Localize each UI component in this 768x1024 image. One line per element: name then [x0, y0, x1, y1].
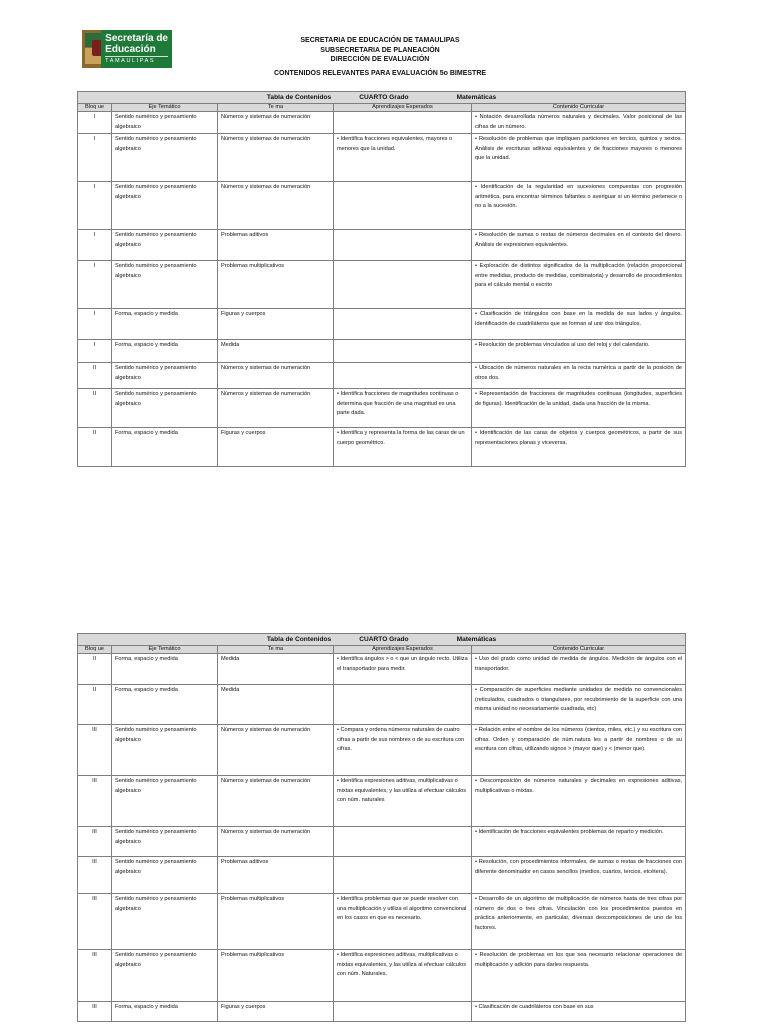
cell-tema: Números y sistemas de numeración	[218, 725, 334, 776]
cell-eje: Sentido numérico y pensamiento algebraico	[112, 112, 218, 134]
cell-eje: Forma, espacio y medida	[112, 428, 218, 467]
header-tema: Te ma	[218, 646, 334, 654]
table-row	[78, 261, 686, 309]
table-row	[78, 654, 686, 685]
header-line-2: SUBSECRETARIA DE PLANEACIÓN	[320, 46, 440, 54]
cell-tema: Números y sistemas de numeración	[218, 134, 334, 182]
table-title: Tabla de Contenidos CUARTO Grado Matemáticas	[78, 634, 686, 646]
cell-aprendizajes: • Identifica expresiones aditivas, multiplicativas o mixtas equivalentes, y las utiliza al efectuar cálculos con núm. naturales	[334, 776, 472, 827]
table-row	[78, 725, 686, 776]
table-row	[78, 230, 686, 261]
cell-aprendizajes	[334, 363, 472, 389]
header-aprendizajes: Aprendizajes Esperados	[334, 646, 472, 654]
cell-aprendizajes	[334, 230, 472, 261]
cell-tema: Medida	[218, 340, 334, 363]
cell-contenido: • Identificación de fracciones equivalentes problemas de reparto y medición.	[472, 827, 686, 857]
cell-aprendizajes: • Identifica fracciones equivalentes, mayores o menores que la unidad.	[334, 134, 472, 182]
cell-contenido: • Exploración de distintos significados de la multiplicación (relación proporcional entre medidas, producto de medidas, combinatoria) y desarrollo de procedimientos para el cálculo mental o escrito	[472, 261, 686, 309]
cell-bloque: I	[78, 182, 112, 230]
cell-eje: Sentido numérico y pensamiento algebraico	[112, 134, 218, 182]
cell-eje: Forma, espacio y medida	[112, 654, 218, 685]
cell-bloque: I	[78, 340, 112, 363]
table-title-row	[78, 634, 686, 646]
header-bloque: Bloq ue	[78, 646, 112, 654]
table-row	[78, 340, 686, 363]
cell-contenido: • Resolución, con procedimientos informales, de sumas o restas de fracciones con diferente denominador en casos sencillos (medios, cuartos, tercios, etcétera).	[472, 857, 686, 894]
table-row	[78, 309, 686, 340]
cell-eje: Sentido numérico y pensamiento algebraico	[112, 363, 218, 389]
cell-aprendizajes	[334, 340, 472, 363]
table-row	[78, 685, 686, 725]
cell-eje: Sentido numérico y pensamiento algebraico	[112, 894, 218, 950]
cell-contenido: • Identificación de las caras de objetos y cuerpos geométricos, a partir de sus representaciones planas y viceversa.	[472, 428, 686, 467]
table-row	[78, 112, 686, 134]
cell-contenido: • Comparación de superficies mediante unidades de medida no convencionales (reticulados, cuadrados o triangulares, por recubrimiento de la superficie con una misma unidad no necesariamente cuadrada, etc)	[472, 685, 686, 725]
cell-bloque: III	[78, 950, 112, 1002]
cell-bloque: II	[78, 654, 112, 685]
state-emblem-icon	[82, 30, 101, 68]
cell-aprendizajes	[334, 309, 472, 340]
cell-aprendizajes	[334, 1002, 472, 1022]
cell-bloque: I	[78, 230, 112, 261]
cell-contenido: • Resolución de sumas o restas de números decimales en el contexto del dinero. Análisis de expresiones equivalentes.	[472, 230, 686, 261]
cell-tema: Problemas multiplicativos	[218, 894, 334, 950]
table-title: Tabla de Contenidos CUARTO Grado Matemáticas	[78, 92, 686, 104]
cell-contenido: • Resolución de problemas vinculados al uso del reloj y del calendario.	[472, 340, 686, 363]
table-row	[78, 857, 686, 894]
cell-contenido: • Notación desarrollada números naturales y decimales. Valor posicional de las cifras de un número.	[472, 112, 686, 134]
cell-contenido: • Clasificación de cuadriláteros con base en sus	[472, 1002, 686, 1022]
cell-eje: Sentido numérico y pensamiento algebraico	[112, 389, 218, 428]
document-header	[230, 36, 530, 78]
cell-eje: Sentido numérico y pensamiento algebraico	[112, 261, 218, 309]
cell-eje: Sentido numérico y pensamiento algebraico	[112, 182, 218, 230]
secretaria-logo	[82, 30, 172, 68]
cell-bloque: II	[78, 363, 112, 389]
cell-tema: Problemas multiplicativos	[218, 950, 334, 1002]
cell-bloque: II	[78, 389, 112, 428]
cell-tema: Figuras y cuerpos	[218, 309, 334, 340]
cell-contenido: • Clasificación de triángulos con base en la medida de sus lados y ángulos. Identificación de cuadriláteros que se forman al unir dos triángulos.	[472, 309, 686, 340]
table-row	[78, 894, 686, 950]
cell-tema: Problemas multiplicativos	[218, 261, 334, 309]
header-line-4: CONTENIDOS RELEVANTES PARA EVALUACIÓN 5o BIMESTRE	[273, 69, 487, 77]
cell-tema: Problemas aditivos	[218, 230, 334, 261]
cell-contenido: • Desarrollo de un algoritmo de multiplicación de números hasta de tres cifras por número de dos o tres cifras. Vinculación con los procedimientos puestos en práctica anteriormente, en particular, diversas descomposiciones de uno de los factores.	[472, 894, 686, 950]
cell-tema: Números y sistemas de numeración	[218, 182, 334, 230]
table-header-row	[78, 104, 686, 112]
cell-eje: Sentido numérico y pensamiento algebraico	[112, 950, 218, 1002]
table-header-row	[78, 646, 686, 654]
cell-bloque: I	[78, 112, 112, 134]
table-title-row	[78, 92, 686, 104]
cell-tema: Medida	[218, 685, 334, 725]
cell-tema: Números y sistemas de numeración	[218, 112, 334, 134]
cell-eje: Forma, espacio y medida	[112, 309, 218, 340]
table-row	[78, 950, 686, 1002]
header-tema: Te ma	[218, 104, 334, 112]
cell-tema: Figuras y cuerpos	[218, 1002, 334, 1022]
cell-contenido: • Relación entre el nombre de los números (cientos, miles, etc.) y su escritura con cifras. Orden y comparación de núm.natura les a partir de nombres o de su escritura con cifras, utilizando signos > (mayor que) y < (menor que).	[472, 725, 686, 776]
cell-bloque: I	[78, 261, 112, 309]
header-line-3: DIRECCIÓN DE EVALUACIÓN	[330, 56, 430, 63]
logo-wordmark	[101, 30, 172, 68]
cell-bloque: III	[78, 827, 112, 857]
cell-tema: Números y sistemas de numeración	[218, 776, 334, 827]
cell-eje: Forma, espacio y medida	[112, 1002, 218, 1022]
table-row	[78, 182, 686, 230]
cell-aprendizajes	[334, 261, 472, 309]
cell-aprendizajes: • Identifica y representa la forma de las caras de un cuerpo geométrico.	[334, 428, 472, 467]
cell-contenido: • Uso del grado como unidad de medida de ángulos. Medición de ángulos con el transportador.	[472, 654, 686, 685]
cell-contenido: • Resolución de problemas que impliquen particiones en tercios, quintos y sextos. Análisis de escrituras aditivas equivalentes y de fracciones mayores o menores que la unidad.	[472, 134, 686, 182]
logo-line-3: TAMAULIPAS	[105, 56, 168, 65]
table-row	[78, 389, 686, 428]
cell-tema: Números y sistemas de numeración	[218, 389, 334, 428]
cell-eje: Sentido numérico y pensamiento algebraico	[112, 827, 218, 857]
cell-bloque: III	[78, 776, 112, 827]
cell-eje: Sentido numérico y pensamiento algebraico	[112, 725, 218, 776]
cell-eje: Sentido numérico y pensamiento algebraico	[112, 776, 218, 827]
header-contenido: Contenido Curricular	[472, 646, 686, 654]
header-eje: Eje Temático	[112, 646, 218, 654]
cell-aprendizajes	[334, 827, 472, 857]
header-contenido: Contenido Curricular	[472, 104, 686, 112]
cell-bloque: I	[78, 309, 112, 340]
cell-aprendizajes: • Identifica problemas que se puede resolver con una multiplicación y utiliza el algoritmo convencional en los casos en que es necesario.	[334, 894, 472, 950]
header-aprendizajes: Aprendizajes Esperados	[334, 104, 472, 112]
cell-aprendizajes: • Identifica fracciones de magnitudes continuas o determina que fracción de una magnitud es una parte dada.	[334, 389, 472, 428]
cell-bloque: II	[78, 685, 112, 725]
logo-line-2: Educación	[105, 44, 156, 55]
cell-bloque: III	[78, 1002, 112, 1022]
cell-contenido: • Identificación de la regularidad en sucesiones compuestas con progresión aritmética, para encontrar términos faltantes o averiguar si un término pertenece o no a la sucesión.	[472, 182, 686, 230]
cell-contenido: • Ubicación de números naturales en la recta numérica a partir de la posición de otros dos.	[472, 363, 686, 389]
table-row	[78, 428, 686, 467]
cell-contenido: • Resolución de problemas en los que sea necesario relacionar operaciones de multiplicación y adición para darles respuesta.	[472, 950, 686, 1002]
cell-contenido: • Descomposición de números naturales y decimales en expresiones aditivas, multiplicativas o mixtas.	[472, 776, 686, 827]
header-eje: Eje Temático	[112, 104, 218, 112]
cell-bloque: III	[78, 857, 112, 894]
table-row	[78, 1002, 686, 1022]
table-row	[78, 776, 686, 827]
cell-aprendizajes	[334, 685, 472, 725]
cell-tema: Números y sistemas de numeración	[218, 827, 334, 857]
cell-bloque: I	[78, 134, 112, 182]
contents-table-1	[77, 91, 686, 467]
cell-eje: Forma, espacio y medida	[112, 685, 218, 725]
cell-aprendizajes: • Identifica expresiones aditivas, multiplicativas o mixtas equivalentes, y las utiliza al efectuar cálculos con núm. Naturales.	[334, 950, 472, 1002]
cell-bloque: II	[78, 428, 112, 467]
cell-aprendizajes	[334, 112, 472, 134]
cell-tema: Problemas aditivos	[218, 857, 334, 894]
cell-bloque: III	[78, 725, 112, 776]
cell-eje: Forma, espacio y medida	[112, 340, 218, 363]
cell-contenido: • Representación de fracciones de magnitudes continuas (longitudes, superficies de figuras). Identificación de la unidad, dada una fracción de la misma.	[472, 389, 686, 428]
header-line-1: SECRETARIA DE EDUCACIÓN DE TAMAULIPAS	[300, 37, 460, 44]
cell-aprendizajes: • Identifica ángulos > o < que un ángulo recto. Utiliza el transportador para medir.	[334, 654, 472, 685]
cell-aprendizajes	[334, 857, 472, 894]
table-row	[78, 134, 686, 182]
logo-line-1: Secretaría de	[105, 33, 168, 44]
cell-aprendizajes	[334, 182, 472, 230]
cell-bloque: III	[78, 894, 112, 950]
contents-table-2	[77, 633, 686, 1022]
header-bloque: Bloq ue	[78, 104, 112, 112]
cell-eje: Sentido numérico y pensamiento algebraico	[112, 230, 218, 261]
cell-aprendizajes: • Compara y ordena números naturales de cuatro cifras a partir de sus nombres o de su escritura con cifras.	[334, 725, 472, 776]
table-row	[78, 363, 686, 389]
cell-tema: Números y sistemas de numeración	[218, 363, 334, 389]
cell-tema: Figuras y cuerpos	[218, 428, 334, 467]
cell-tema: Medida	[218, 654, 334, 685]
table-row	[78, 827, 686, 857]
cell-eje: Sentido numérico y pensamiento algebraico	[112, 857, 218, 894]
